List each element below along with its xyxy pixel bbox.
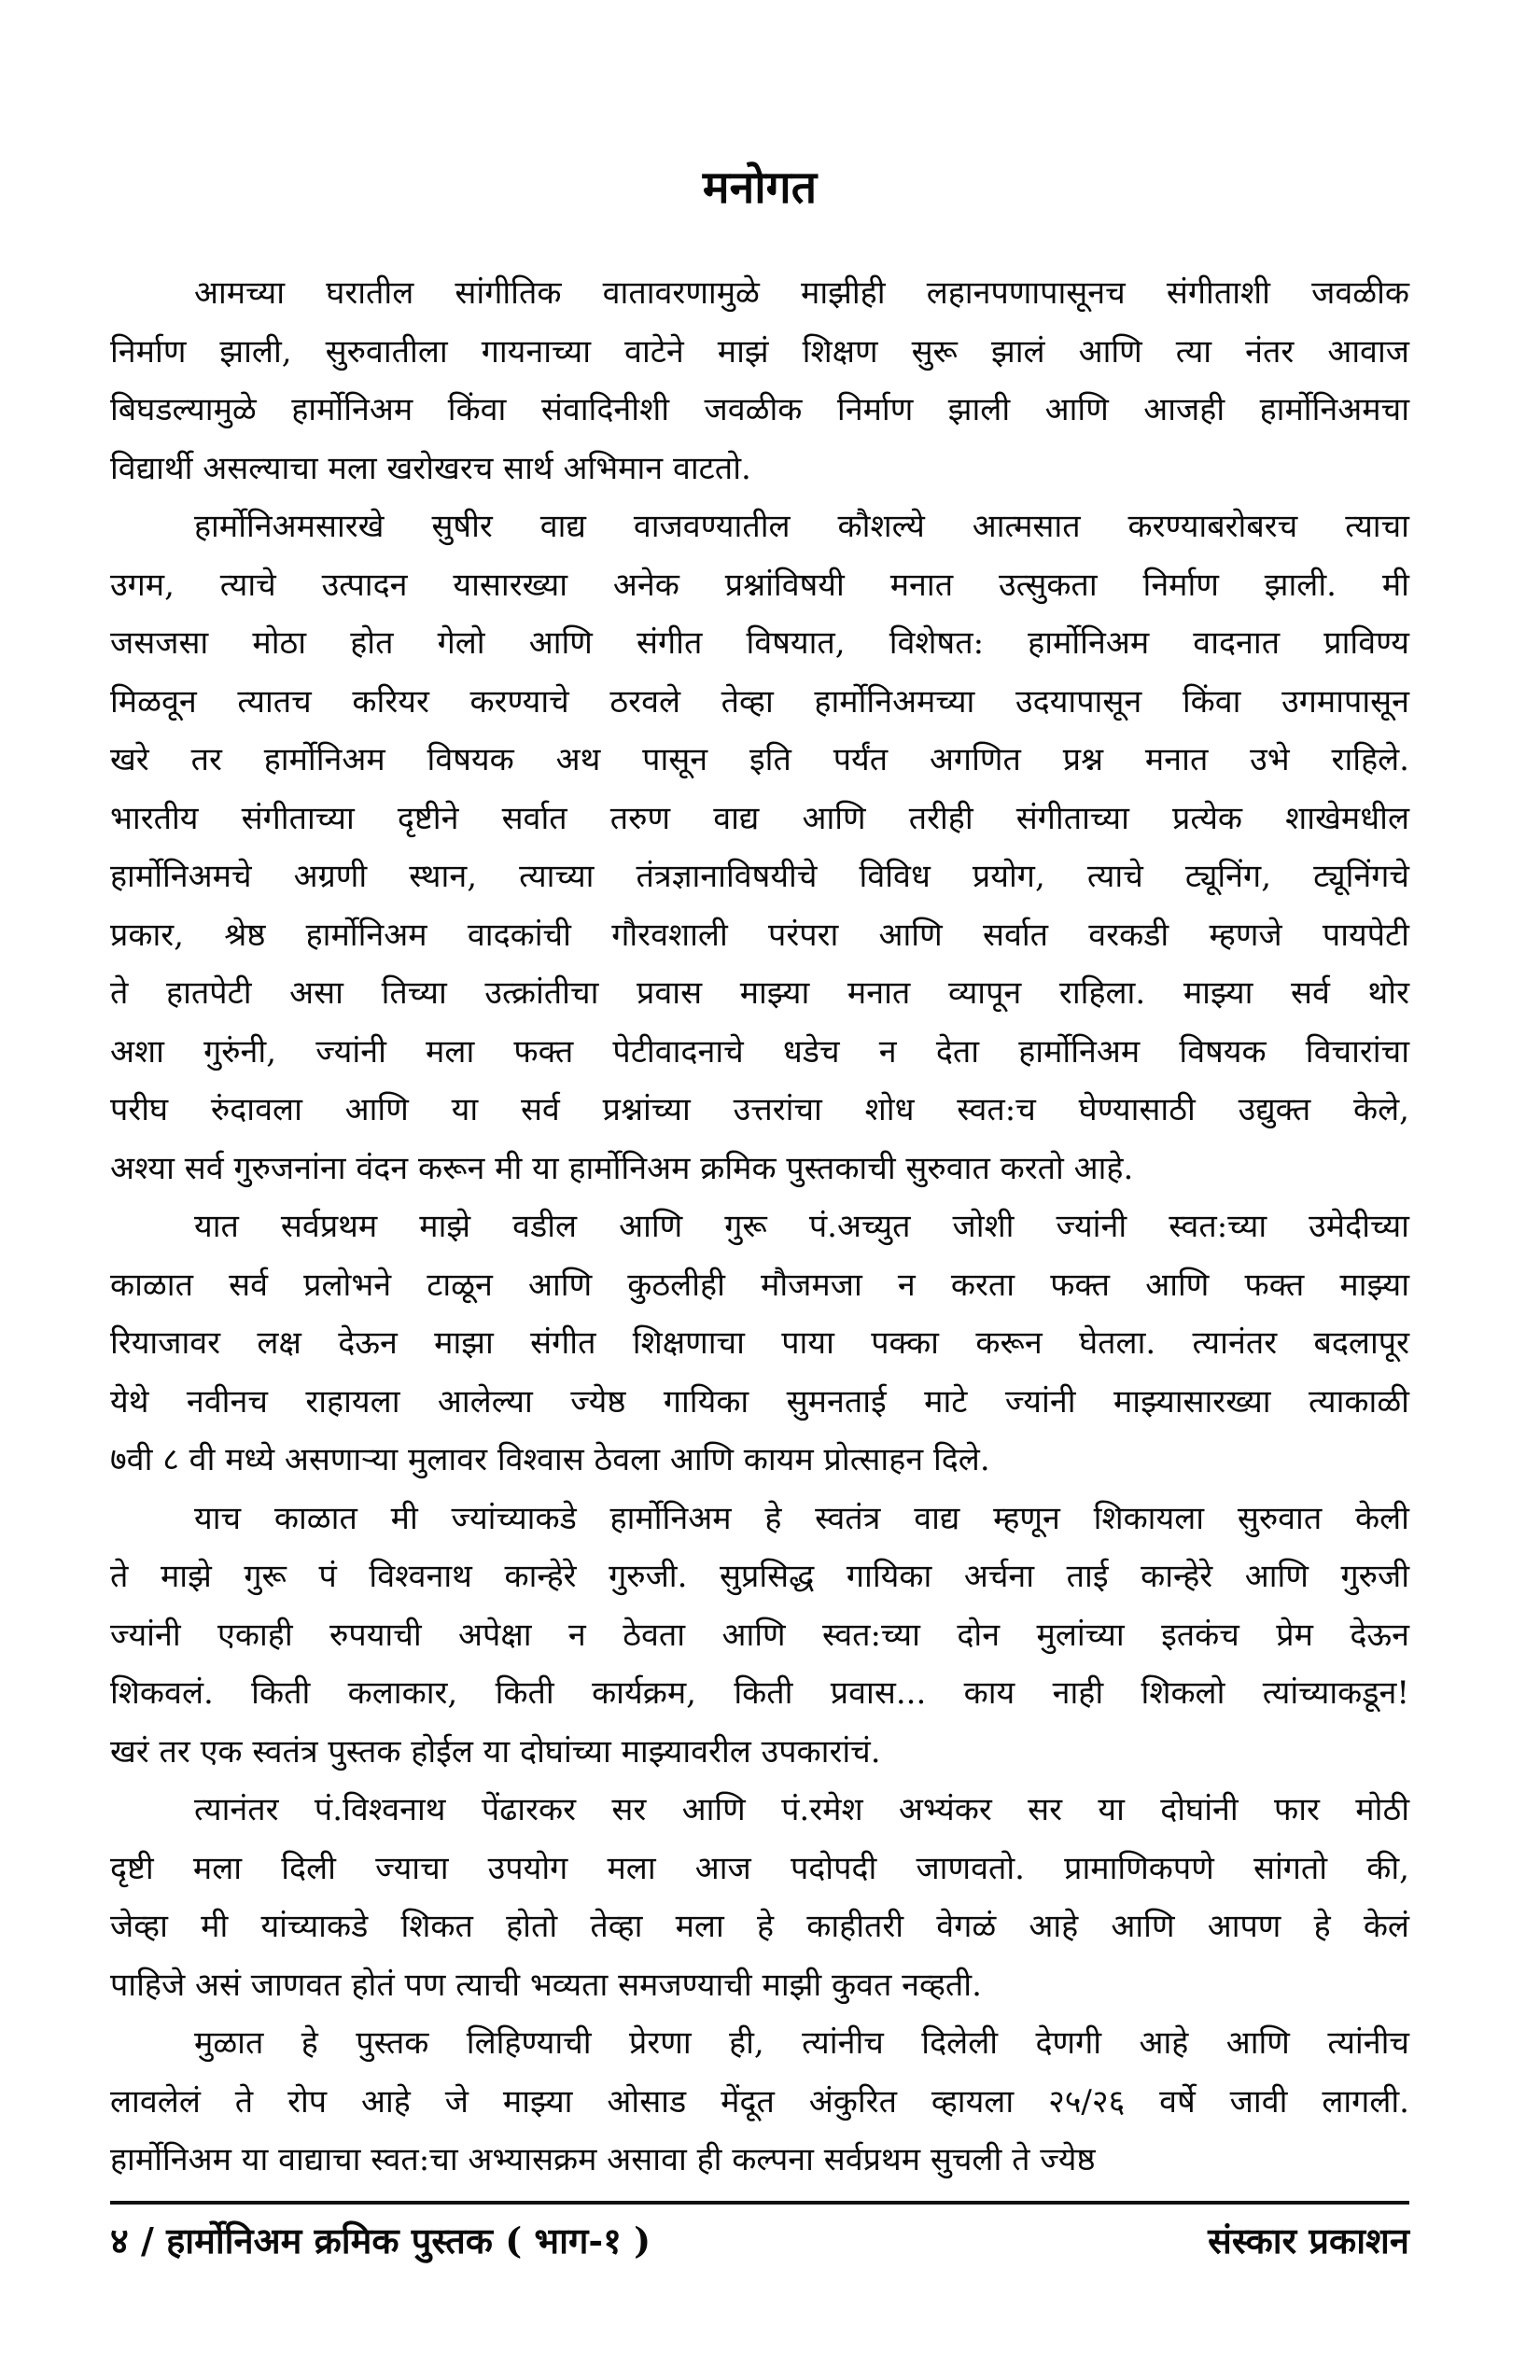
text-line: रियाजावर लक्ष देऊन माझा संगीत शिक्षणाचा पाया पक्का करून घेतला. त्यानंतर बदलापूर xyxy=(110,1324,1409,1362)
paragraph xyxy=(110,2014,1409,2190)
text-line: ते माझे गुरू पं विश्वनाथ कान्हेरे गुरुजी. सुप्रसिद्ध गायिका अर्चना ताई कान्हेरे आणि गुरुजी xyxy=(110,1558,1409,1595)
paragraph xyxy=(110,1197,1409,1490)
text-line: बिघडल्यामुळे हार्मोनिअम किंवा संवादिनीशी जवळीक निर्माण झाली आणि आजही हार्मोनिअमचा xyxy=(110,391,1409,428)
text-line: जसजसा मोठा होत गेलो आणि संगीत विषयात, विशेषत: हार्मोनिअम वादनात प्राविण्य xyxy=(110,624,1409,662)
text-line: दृष्टी मला दिली ज्याचा उपयोग मला आज पदोपदी जाणवतो. प्रामाणिकपणे सांगतो की, xyxy=(110,1849,1409,1887)
footer-publisher: संस्कार प्रकाशन xyxy=(1208,2219,1409,2261)
text-line: याच काळात मी ज्यांच्याकडे हार्मोनिअम हे स्वतंत्र वाद्य म्हणून शिकायला सुरुवात केली xyxy=(194,1499,1409,1537)
paragraph xyxy=(110,264,1409,497)
text-line: प्रकार, श्रेष्ठ हार्मोनिअम वादकांची गौरवशाली परंपरा आणि सर्वात वरकडी म्हणजे पायपेटी xyxy=(110,916,1409,954)
paragraph xyxy=(110,497,1409,1197)
paragraph xyxy=(110,1781,1409,2014)
text-line: हार्मोनिअमचे अग्रणी स्थान, त्याच्या तंत्रज्ञानाविषयीचे विविध प्रयोग, त्याचे ट्यूनिंग, ट्यूनिंगचे xyxy=(110,858,1409,895)
text-line: मुळात हे पुस्तक लिहिण्याची प्रेरणा ही, त्यांनीच दिलेली देणगी आहे आणि त्यांनीच xyxy=(194,2024,1409,2062)
text-line: आमच्या घरातील सांगीतिक वातावरणामुळे माझीही लहानपणापासूनच संगीताशी जवळीक xyxy=(194,274,1409,312)
text-line: जेव्हा मी यांच्याकडे शिकत होतो तेव्हा मला हे काहीतरी वेगळं आहे आणि आपण हे केलं xyxy=(110,1908,1409,1945)
text-line: विद्यार्थी असल्याचा मला खरोखरच सार्थ अभिमान वाटतो. xyxy=(110,449,751,487)
text-line: अश्या सर्व गुरुजनांना वंदन करून मी या हार्मोनिअम क्रमिक पुस्तकाची सुरुवात करतो आहे. xyxy=(110,1149,1134,1187)
text-line: काळात सर्व प्रलोभने टाळून आणि कुठलीही मौजमजा न करता फक्त आणि फक्त माझ्या xyxy=(110,1266,1409,1304)
text-line: ज्यांनी एकाही रुपयाची अपेक्षा न ठेवता आणि स्वत:च्या दोन मुलांच्या इतकंच प्रेम देऊन xyxy=(110,1616,1409,1654)
text-line: हार्मोनिअमसारखे सुषीर वाद्य वाजवण्यातील कौशल्ये आत्मसात करण्याबरोबरच त्याचा xyxy=(194,508,1409,545)
text-line: ७वी ८ वी मध्ये असणाऱ्या मुलावर विश्वास ठेवला आणि कायम प्रोत्साहन दिले. xyxy=(110,1441,990,1478)
text-line: खरे तर हार्मोनिअम विषयक अथ पासून इति पर्यंत अगणित प्रश्न मनात उभे राहिले. xyxy=(110,741,1409,778)
text-line: भारतीय संगीताच्या दृष्टीने सर्वात तरुण वाद्य आणि तरीही संगीताच्या प्रत्येक शाखेमधील xyxy=(110,799,1409,837)
text-line: मिळवून त्यातच करियर करण्याचे ठरवले तेव्हा हार्मोनिअमच्या उदयापासून किंवा उगमापासून xyxy=(110,682,1409,721)
page-title: मनोगत xyxy=(702,161,818,214)
text-line: शिकवलं. किती कलाकार, किती कार्यक्रम, किती प्रवास... काय नाही शिकलो त्यांच्याकडून! xyxy=(110,1674,1409,1712)
footer-divider xyxy=(110,2201,1409,2205)
preface-text xyxy=(110,264,1409,2190)
text-line: येथे नवीनच राहायला आलेल्या ज्येष्ठ गायिका सुमनताई माटे ज्यांनी माझ्यासारख्या त्याकाळी xyxy=(110,1382,1409,1421)
page-content xyxy=(110,0,1409,2190)
text-line: लावलेलं ते रोप आहे जे माझ्या ओसाड मेंदूत अंकुरित व्हायला २५/२६ वर्षे जावी लागली. xyxy=(110,2082,1409,2121)
paragraph xyxy=(110,1490,1409,1782)
text-line: निर्माण झाली, सुरुवातीला गायनाच्या वाटेने माझं शिक्षण सुरू झालं आणि त्या नंतर आवाज xyxy=(110,332,1409,371)
page-footer xyxy=(110,2216,1409,2264)
text-line: उगम, त्याचे उत्पादन यासारख्या अनेक प्रश्नांविषयी मनात उत्सुकता निर्माण झाली. मी xyxy=(110,566,1409,604)
text-line: अशा गुरुंनी, ज्यांनी मला फक्त पेटीवादनाचे धडेच न देता हार्मोनिअम विषयक विचारांचा xyxy=(110,1032,1409,1071)
text-line: खरं तर एक स्वतंत्र पुस्तक होईल या दोघांच्या माझ्यावरील उपकारांचं. xyxy=(110,1732,881,1771)
text-line: त्यानंतर पं.विश्वनाथ पेंढारकर सर आणि पं.रमेश अभ्यंकर सर या दोघांनी फार मोठी xyxy=(194,1791,1409,1828)
text-line: परीघ रुंदावला आणि या सर्व प्रश्नांच्या उत्तरांचा शोध स्वत:च घेण्यासाठी उद्युक्त केले, xyxy=(110,1091,1409,1128)
text-line: यात सर्वप्रथम माझे वडील आणि गुरू पं.अच्युत जोशी ज्यांनी स्वत:च्या उमेदीच्या xyxy=(194,1208,1409,1245)
footer-book-title: ४ / हार्मोनिअम क्रमिक पुस्तक ( भाग-१ ) xyxy=(110,2219,651,2261)
text-line: ते हातपेटी असा तिच्या उत्क्रांतीचा प्रवास माझ्या मनात व्यापून राहिला. माझ्या सर्व थोर xyxy=(110,974,1409,1012)
text-line: हार्मोनिअम या वाद्याचा स्वत:चा अभ्यासक्रम असावा ही कल्पना सर्वप्रथम सुचली ते ज्येष्ठ xyxy=(110,2141,1096,2178)
text-line: पाहिजे असं जाणवत होतं पण त्याची भव्यता समजण्याची माझी कुवत नव्हती. xyxy=(110,1966,982,2004)
